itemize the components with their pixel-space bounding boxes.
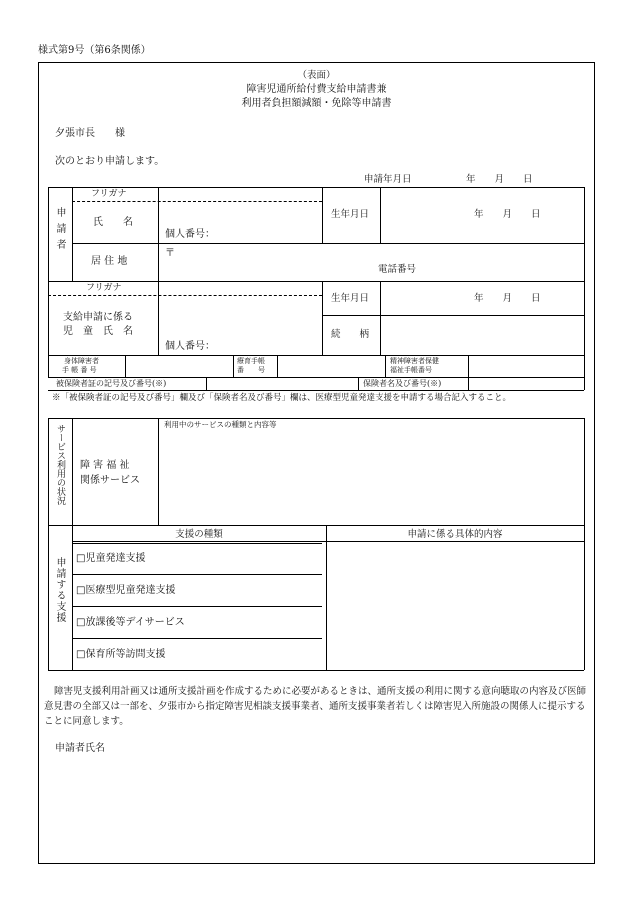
table-line xyxy=(158,418,159,525)
support-section-top xyxy=(48,525,584,526)
table-line xyxy=(72,187,73,281)
support-option-medical-child-development[interactable]: □医療型児童発達支援 xyxy=(76,585,176,596)
table-line xyxy=(385,355,386,377)
applicant-personal-number: 個人番号： xyxy=(165,229,215,240)
child-name-label-line2: 児 童 氏 名 xyxy=(63,326,133,337)
form-title-line2: 利用者負担額減額・免除等申請書 xyxy=(241,98,392,109)
table-line xyxy=(48,390,584,391)
support-side-label: 申請する支援 xyxy=(54,557,65,623)
form-number: 様式第9号（第6条関係） xyxy=(38,45,151,56)
child-birth-label: 生年月日 xyxy=(331,293,370,304)
service-field-caption: 利用中のサービスの種類と内容等 xyxy=(164,420,277,429)
applicant-address-label: 居 住 地 xyxy=(91,256,128,267)
table-border xyxy=(584,418,585,670)
child-birth-ymd: 年 月 日 xyxy=(474,293,541,304)
table-line xyxy=(358,377,359,390)
table-line xyxy=(468,355,469,377)
table-border xyxy=(584,187,585,390)
table-line xyxy=(326,525,327,670)
table-line xyxy=(158,187,159,355)
table-bottom xyxy=(48,670,584,671)
furigana-separator xyxy=(48,295,322,296)
table-line xyxy=(277,355,278,377)
applicant-birth-label: 生年月日 xyxy=(331,209,370,220)
form-title-line1: 障害児通所給付費支給申請書兼 xyxy=(246,84,387,95)
mental-cert-label-line2: 福祉手帳番号 xyxy=(390,366,432,374)
table-line xyxy=(48,355,584,356)
service-label-line1: 障 害 福 祉 xyxy=(80,460,130,471)
mental-cert-label-line1: 精神障害者保健 xyxy=(390,357,439,365)
support-header-line xyxy=(72,541,584,542)
table-line xyxy=(72,243,584,244)
support-col-type: 支援の種類 xyxy=(175,529,223,540)
intro-text: 次のとおり申請します。 xyxy=(55,156,165,167)
applicant-phone-label: 電話番号 xyxy=(378,264,417,275)
table-line xyxy=(48,281,584,282)
insured-number-label: 被保険者証の記号及び番号(※) xyxy=(56,379,167,388)
furigana-separator xyxy=(72,201,322,202)
table-line xyxy=(322,281,323,355)
support-col-detail: 申請に係る具体的内容 xyxy=(407,529,503,540)
insurer-number-label: 保険者名及び番号(※) xyxy=(363,379,442,388)
table-line xyxy=(322,187,323,243)
side-label: （表面） xyxy=(297,70,336,81)
note-text: ※「被保険者証の記号及び番号」欄及び「保険者名及び番号」欄は、医療型児童発達支援を申請する場合記入すること。 xyxy=(52,393,512,403)
rehab-cert-label-line2: 番 号 xyxy=(237,366,265,374)
applicant-name-label: 氏 名 xyxy=(93,217,133,228)
service-section-top xyxy=(48,418,584,419)
table-border xyxy=(48,418,49,670)
applicant-signature-label: 申請者氏名 xyxy=(55,743,105,754)
table-line xyxy=(72,418,73,670)
table-border xyxy=(48,187,584,188)
support-option-nursery-visit-support[interactable]: □保育所等訪問支援 xyxy=(76,649,166,660)
child-name-label-line1: 支給申請に係る xyxy=(63,312,133,323)
child-relation-label: 続 柄 xyxy=(331,329,370,340)
table-line xyxy=(48,377,584,378)
applicant-furigana-label: フリガナ xyxy=(91,189,127,199)
consent-text: 障害児支援利用計画又は通所支援計画を作成するために必要があるときは、通所支援の利用に関する意向聴取の内容及び医師意見書の全部又は一部を、夕張市から指定障害児相談支援事業者、通所支援事業者若しくは障害児入所施設の関係人に提示することに同意します。 xyxy=(44,686,587,727)
support-row-line xyxy=(72,606,322,607)
postal-mark: 〒 xyxy=(165,248,175,259)
physical-cert-label-line1: 身体障害者 xyxy=(64,357,99,365)
table-line xyxy=(125,355,126,377)
support-option-child-development[interactable]: □児童発達支援 xyxy=(76,553,146,564)
applicant-birth-ymd: 年 月 日 xyxy=(474,209,541,220)
addressee: 夕張市長 様 xyxy=(55,128,125,139)
table-border xyxy=(48,187,49,377)
rehab-cert-label-line1: 療育手帳 xyxy=(237,357,265,365)
table-line xyxy=(468,377,469,390)
applicant-section-label: 申請者 xyxy=(54,207,65,255)
service-usage-side-label: サービス利用の状況 xyxy=(55,424,65,505)
support-option-after-school-day-service[interactable]: □放課後等デイサービス xyxy=(76,617,185,628)
table-line xyxy=(233,355,234,377)
support-header-line2 xyxy=(72,543,322,544)
child-personal-number: 個人番号： xyxy=(165,341,215,352)
table-line xyxy=(206,377,207,390)
application-date-label: 申請年月日 xyxy=(364,174,412,185)
application-date-ymd: 年 月 日 xyxy=(466,174,533,185)
child-furigana-label: フリガナ xyxy=(86,283,122,293)
table-line xyxy=(322,315,584,316)
physical-cert-label-line2: 手 帳 番 号 xyxy=(62,366,97,374)
table-line xyxy=(380,187,381,243)
support-row-line xyxy=(72,638,322,639)
support-row-line xyxy=(72,574,322,575)
table-line xyxy=(380,281,381,355)
service-label-line2: 関係サービス xyxy=(80,475,140,486)
